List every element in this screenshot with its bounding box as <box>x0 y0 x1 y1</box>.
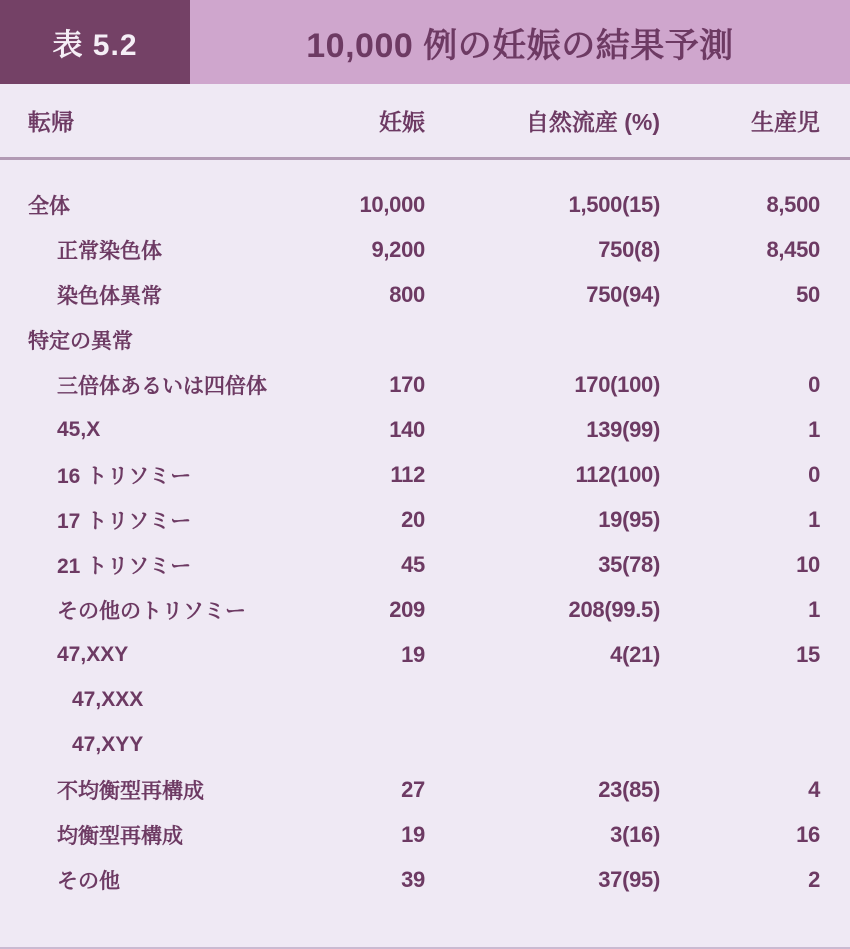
col-header-outcome: 転帰 <box>28 109 74 135</box>
cell-liveborn: 1 <box>808 416 820 442</box>
cell-abortion: 3(16) <box>610 821 660 847</box>
cell-abortion: 139(99) <box>586 416 660 442</box>
cell-abortion: 1,500(15) <box>568 191 660 217</box>
row-label: 正常染色体 <box>57 239 162 263</box>
cell-pregnancies: 170 <box>389 371 425 397</box>
table-row <box>0 677 850 722</box>
cell-abortion: 4(21) <box>610 641 660 667</box>
cell-liveborn: 1 <box>808 596 820 622</box>
cell-liveborn: 2 <box>808 866 820 892</box>
row-label: 16 トリソミー <box>57 464 192 488</box>
cell-liveborn: 8,450 <box>766 236 820 262</box>
cell-liveborn: 16 <box>796 821 820 847</box>
cell-pregnancies: 140 <box>389 416 425 442</box>
table-row <box>0 857 850 902</box>
row-label: 45,X <box>57 417 101 441</box>
table-row <box>0 722 850 767</box>
cell-abortion: 112(100) <box>575 461 660 487</box>
cell-pregnancies: 39 <box>401 866 425 892</box>
row-label: その他のトリソミー <box>57 599 246 623</box>
cell-pregnancies: 112 <box>390 461 425 487</box>
table-row <box>0 452 850 497</box>
banner <box>0 0 850 84</box>
row-label: 均衡型再構成 <box>57 824 183 848</box>
row-label: 17 トリソミー <box>57 509 192 533</box>
table-row <box>0 362 850 407</box>
cell-abortion: 37(95) <box>598 866 660 892</box>
table-row <box>0 497 850 542</box>
row-label: 染色体異常 <box>57 284 162 308</box>
cell-pregnancies: 800 <box>389 281 425 307</box>
column-header-row <box>0 84 850 160</box>
row-label: 三倍体あるいは四倍体 <box>57 374 267 398</box>
row-label: 全体 <box>28 194 70 218</box>
col-header-liveborn: 生産児 <box>751 109 820 135</box>
table-number-label: 表 5.2 <box>52 29 138 62</box>
cell-pregnancies: 209 <box>389 596 425 622</box>
cell-liveborn: 0 <box>808 461 820 487</box>
table-row <box>0 632 850 677</box>
cell-liveborn: 4 <box>808 776 820 802</box>
row-label: 特定の異常 <box>28 329 133 353</box>
cell-abortion: 750(94) <box>586 281 660 307</box>
row-label: 21 トリソミー <box>57 554 192 578</box>
cell-liveborn: 10 <box>796 551 820 577</box>
cell-abortion: 750(8) <box>598 236 660 262</box>
cell-pregnancies: 27 <box>401 776 425 802</box>
row-label: 47,XXX <box>72 687 144 711</box>
cell-liveborn: 15 <box>796 641 820 667</box>
cell-abortion: 208(99.5) <box>568 596 660 622</box>
cell-abortion: 170(100) <box>574 371 660 397</box>
table-row <box>0 272 850 317</box>
cell-pregnancies: 9,200 <box>371 236 425 262</box>
table-row <box>0 182 850 227</box>
cell-pregnancies: 45 <box>401 551 425 577</box>
cell-pregnancies: 10,000 <box>359 191 425 217</box>
table-title: 10,000 例の妊娠の結果予測 <box>306 26 734 65</box>
row-label: 47,XYY <box>72 732 144 756</box>
table-body <box>0 160 850 902</box>
table-row <box>0 407 850 452</box>
cell-liveborn: 8,500 <box>766 191 820 217</box>
cell-pregnancies: 19 <box>401 821 425 847</box>
cell-pregnancies: 20 <box>401 506 425 532</box>
cell-liveborn: 50 <box>796 281 820 307</box>
row-label: 47,XXY <box>57 642 129 666</box>
table-row <box>0 227 850 272</box>
cell-liveborn: 1 <box>808 506 820 532</box>
col-header-pregnancies: 妊娠 <box>379 109 425 135</box>
row-label: その他 <box>57 869 120 893</box>
cell-pregnancies: 19 <box>401 641 425 667</box>
cell-abortion: 35(78) <box>598 551 660 577</box>
cell-abortion: 19(95) <box>598 506 660 532</box>
table-title-band <box>190 0 850 84</box>
table-row <box>0 587 850 632</box>
table-row <box>0 542 850 587</box>
table-number-tab <box>0 0 190 84</box>
cell-abortion: 23(85) <box>598 776 660 802</box>
cell-liveborn: 0 <box>808 371 820 397</box>
row-label: 不均衡型再構成 <box>57 779 204 803</box>
table-row <box>0 812 850 857</box>
col-header-abortion: 自然流産 (%) <box>525 109 660 135</box>
table-row <box>0 317 850 362</box>
table-row <box>0 767 850 812</box>
